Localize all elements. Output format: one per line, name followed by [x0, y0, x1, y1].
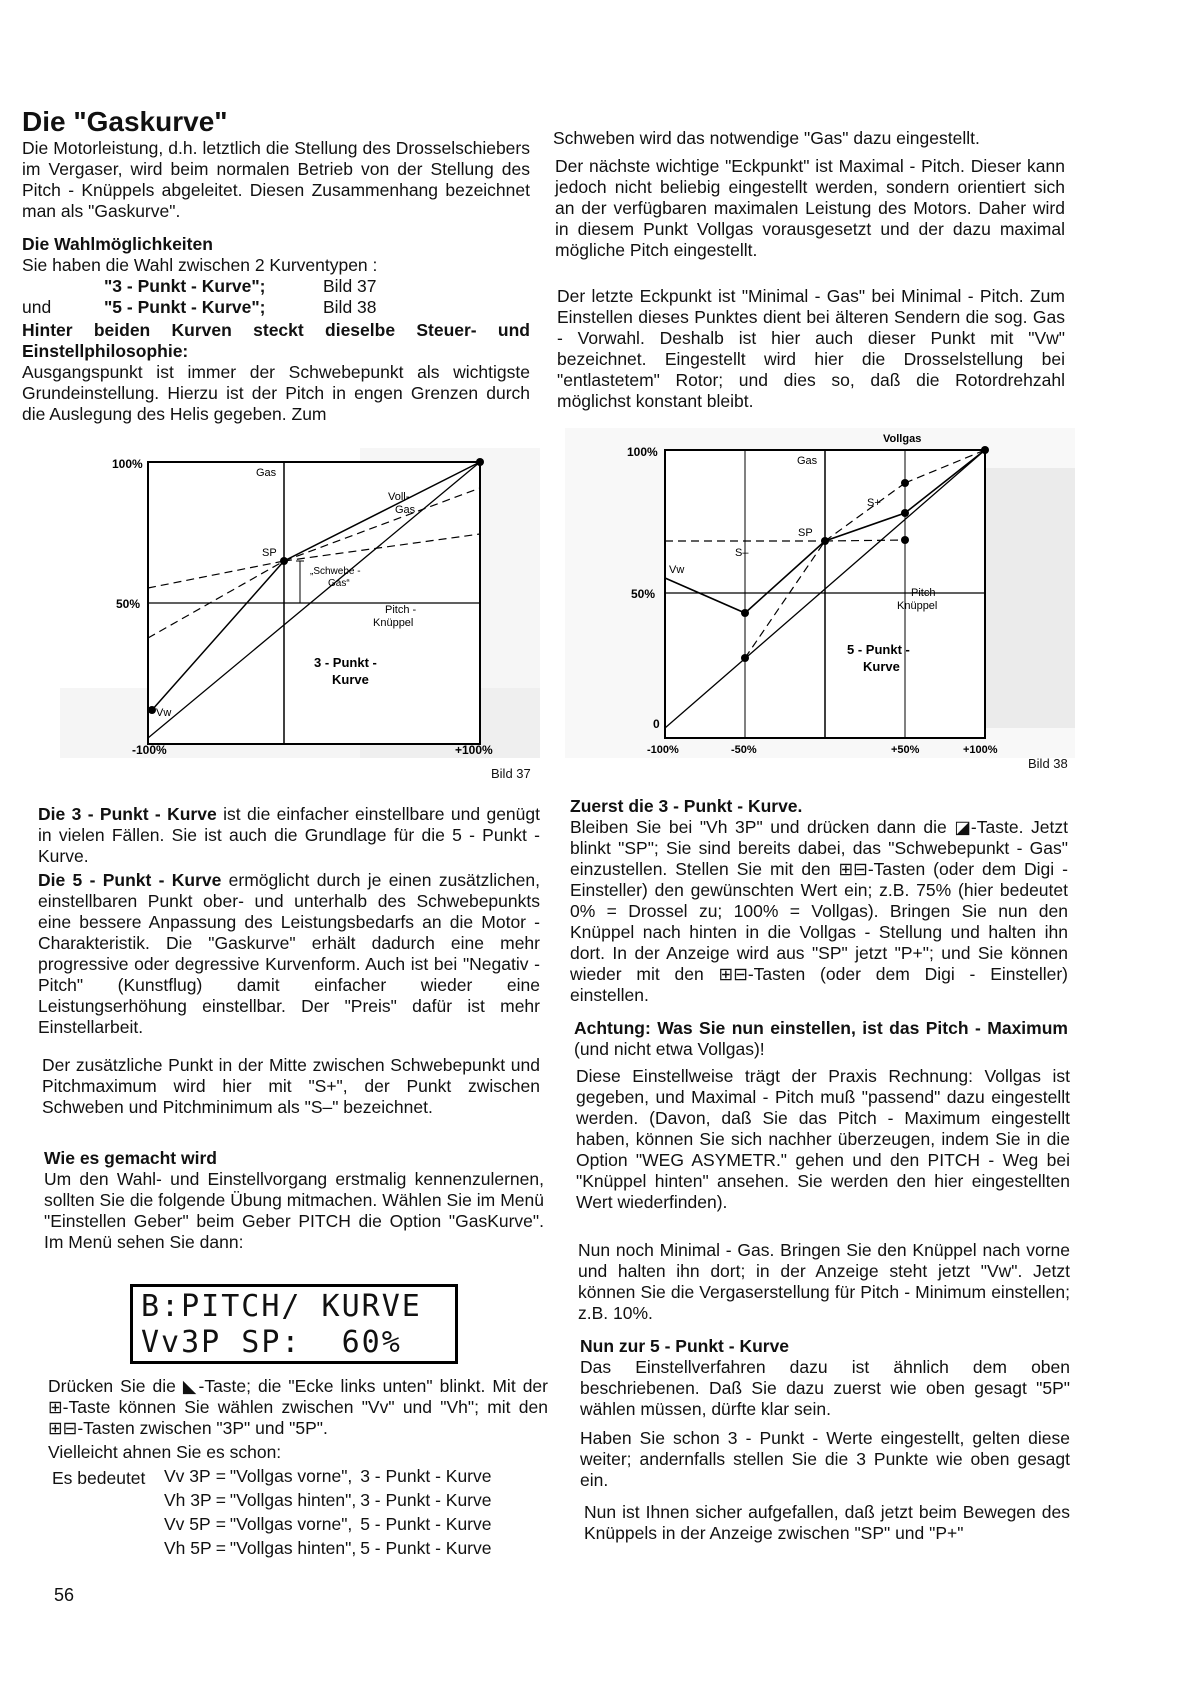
heading-nun-5-punkt: Nun zur 5 - Punkt - Kurve	[580, 1336, 790, 1356]
table-lead: Es bedeutet	[52, 1468, 146, 1488]
paragraph-druecken: Drücken Sie die ◣-Taste; die "Ecke links unten" blinkt. Mit der ⊞-Taste können Sie wählen zwischen "Vv" und "Vh"; mit den ⊞⊟-Tasten zwischen "3P" und "5P".	[48, 1376, 548, 1438]
fig38-y-top: 100%	[627, 445, 658, 459]
fig38-y-zero: 0	[653, 717, 660, 731]
paragraph-zusatzpunkt: Der zusätzliche Punkt in der Mitte zwischen Schwebepunkt und Pitchmaximum wird hier mit "S+", der Punkt zwischen Schweben und Pitchminimum als "S–" bezeichnet.	[42, 1055, 540, 1117]
fig38-vw: Vw	[669, 564, 685, 576]
fig38-x-m50: -50%	[731, 744, 757, 756]
fig37-vollgas-1: Voll-	[388, 491, 410, 503]
heading-zuerst-3-punkt: Zuerst die 3 - Punkt - Kurve.	[570, 796, 803, 816]
philosophie-paragraph: Ausgangspunkt ist immer der Schwebepunkt als wichtigste Grundeinstellung. Hierzu ist der Pitch in engen Grenzen durch die Auslegung des Helis gegeben. Zum	[22, 362, 530, 424]
paragraph-maximal-pitch: Der nächste wichtige "Eckpunkt" ist Maximal - Pitch. Dieser kann jedoch nicht beliebig eingestellt werden, sondern orientiert sich an der verfügbaren maximalen Leistung des Motors. Daher wird in diesem Punkt Vollgas vorausgesetzt und der dazu maximal mögliche Pitch eingestellt.	[555, 156, 1065, 260]
table-row	[164, 1464, 496, 1488]
figure-38-caption: Bild 38	[1028, 756, 1068, 771]
lcd-line-2: Vv3P SP: 60%	[141, 1325, 402, 1360]
heading-wahlmoeglichkeiten: Die Wahlmöglichkeiten	[22, 234, 213, 254]
table-cell-code: Vv 5P	[164, 1514, 211, 1534]
option-5-punkt-figure: Bild 38	[323, 297, 377, 317]
fig38-curve-2: Kurve	[863, 659, 900, 674]
fig37-pitch-2: Knüppel	[373, 617, 414, 629]
table-cell-kurve: 5 - Punkt - Kurve	[360, 1514, 492, 1534]
table-cell-code: Vh 5P	[164, 1538, 212, 1558]
fig37-x-left: -100%	[132, 743, 167, 757]
paragraph-praxis: Diese Einstellweise trägt der Praxis Rechnung: Vollgas ist gegeben, und Maximal - Pitch muß "passend" dazu eingestellt werden. (Davon, daß Sie das Pitch - Maximum eingestellt haben, können Sie sich nachher überzeugen, indem Sie in die Option "WEG ASYMETR." gehen und den PITCH - Weg bei "Knüppel hinten" ansehen. Sie werden den hier eingestellten Wert wiederfinden).	[576, 1066, 1070, 1212]
fig37-schwebe-2: Gas“	[328, 578, 350, 589]
fig38-pitch-2: Knüppel	[897, 600, 938, 612]
fig37-curve-1: 3 - Punkt -	[314, 655, 377, 670]
paragraph-wie-es-gemacht: Um den Wahl- und Einstellvorgang erstmalig kennenzulernen, sollten Sie die folgende Übung mitmachen. Wählen Sie im Menü "Einstellen Geber" beim Geber PITCH die Option "GasKurve". Im Menü sehen Sie dann:	[44, 1169, 544, 1252]
fig38-splus: S+	[867, 497, 881, 509]
table-cell-code: Vh 3P	[164, 1490, 212, 1510]
table-cell-desc: "Vollgas vorne",	[229, 1466, 353, 1486]
fig37-vw: Vw	[156, 707, 172, 719]
table-row	[164, 1488, 496, 1512]
heading-achtung: Achtung: Was Sie nun einstellen, ist das Pitch - Maximum	[574, 1018, 1068, 1038]
heading-wie-es-gemacht: Wie es gemacht wird	[44, 1148, 217, 1168]
figure-38	[565, 428, 1075, 758]
intro-paragraph: Die Motorleistung, d.h. letztlich die Stellung des Drosselschiebers im Vergaser, wird beim normalen Betrieb von der Stellung des Pitch - Knüppels abgeleitet. Diesen Zusammenhang bezeichnet man als "Gaskurve".	[22, 138, 530, 221]
fig38-x-left: -100%	[647, 744, 679, 756]
fig37-schwebe-1: „Schwebe -	[310, 566, 361, 577]
paragraph-5-punkt-lead: Die 5 - Punkt - Kurve	[38, 870, 222, 890]
table-cell-eq: =	[215, 1466, 226, 1486]
paragraph-schweben: Schweben wird das notwendige "Gas" dazu eingestellt.	[553, 128, 980, 148]
paragraph-achtung	[574, 1018, 1068, 1060]
fig38-gas: Gas	[797, 455, 818, 467]
fig37-gas: Gas	[256, 467, 277, 479]
option-3-punkt-figure: Bild 37	[323, 276, 377, 296]
fig38-curve-1: 5 - Punkt -	[847, 642, 910, 657]
fig37-pitch-1: Pitch -	[385, 604, 417, 616]
table-cell-kurve: 3 - Punkt - Kurve	[360, 1466, 492, 1486]
option-5-punkt: "5 - Punkt - Kurve";	[104, 297, 266, 317]
fig37-curve-2: Kurve	[332, 672, 369, 687]
paragraph-zuerst: Bleiben Sie bei "Vh 3P" und drücken dann die ◪-Taste. Jetzt blinkt "SP"; Sie sind bereits dabei, das "Schwebepunkt - Gas" einzustellen. Stellen Sie mit den ⊞⊟-Tasten (oder dem Digi - Einsteller) den gewünschten Wert ein; z.B. 75% (hier bedeutet 0% = Drossel zu; 100% = Vollgas). Bringen Sie nun den Knüppel nach hinten in die Vollgas - Stellung und halten ihn dort. In der Anzeige wird aus "SP" jetzt "P+"; und Sie können wieder mit den ⊞⊟-Tasten (oder dem Digi - Einsteller) einstellen.	[570, 817, 1068, 1005]
paragraph-last: Nun ist Ihnen sicher aufgefallen, daß jetzt beim Bewegen des Knüppels in der Anzeige zwischen "SP" und "P+"	[584, 1502, 1070, 1543]
option-3-punkt: "3 - Punkt - Kurve";	[104, 276, 266, 296]
fig38-sp: SP	[798, 527, 813, 539]
fig37-y-mid: 50%	[116, 597, 141, 611]
table-cell-desc: "Vollgas vorne",	[229, 1514, 353, 1534]
paragraph-5-punkt	[38, 870, 540, 1038]
table-cell-kurve: 3 - Punkt - Kurve	[360, 1490, 492, 1510]
paragraph-nun-5-punkt: Das Einstellverfahren dazu ist ähnlich dem oben beschriebenen. Daß Sie dazu zuerst wie oben gesagt "5P" wählen müssen, dürfte klar sein.	[580, 1357, 1070, 1419]
paragraph-minimal-gas-2: Nun noch Minimal - Gas. Bringen Sie den Knüppel nach vorne und halten ihn dort; in der Anzeige steht jetzt "Vw". Jetzt können Sie die Vergaserstellung für Pitch - Minimum einstellen; z.B. 10%.	[578, 1240, 1070, 1323]
figure-37-chart	[60, 448, 540, 758]
table-row	[164, 1512, 496, 1536]
table-cell-eq: =	[215, 1538, 226, 1558]
achtung-rest: (und nicht etwa Vollgas)!	[574, 1039, 765, 1059]
table-cell-eq: =	[215, 1490, 226, 1510]
lcd-display	[130, 1284, 458, 1364]
page-number: 56	[54, 1585, 75, 1605]
fig38-x-p50: +50%	[891, 744, 920, 756]
figure-38-chart	[565, 428, 1075, 758]
fig37-sp: SP	[262, 547, 277, 559]
page-title: Die "Gaskurve"	[22, 106, 228, 137]
fig38-vollgas: Vollgas	[883, 433, 922, 445]
lcd-line-1: B:PITCH/ KURVE	[141, 1289, 422, 1324]
paragraph-haben: Haben Sie schon 3 - Punkt - Werte eingestellt, gelten diese weiter; andernfalls stellen Sie die 3 Punkte wie oben gesagt ein.	[580, 1428, 1070, 1490]
table-cell-kurve: 5 - Punkt - Kurve	[360, 1538, 492, 1558]
option-und: und	[22, 297, 52, 317]
fig38-sminus: S–	[735, 547, 749, 559]
paragraph-minimal-gas: Der letzte Eckpunkt ist "Minimal - Gas" bei Minimal - Pitch. Zum Einstellen dieses Punktes dient bei älteren Sendern die sog. Gas - Vorwahl. Deshalb ist hier auch dieser Punkt mit "Vw" bezeichnet. Eingestellt wird hier die Drosselstellung bei "entlastetem" Rotor; und dies so, daß die Rotordrehzahl möglichst konstant bleibt.	[557, 286, 1065, 411]
meaning-table	[164, 1464, 496, 1560]
paragraph-5-punkt-rest: ermöglicht durch je einen zusätzlichen, einstellbaren Punkt ober- und unterhalb des Schwebepunkts eine bessere Anpassung des Leistungsbedarfs an die Motor - Charakteristik. Die "Gaskurve" erhält dadurch eine mehr progressive oder degressive Kurvenform. Auch ist bei "Negativ - Pitch" (Kunstflug) damit einfacher wieder eine Leistungserhöhung einstellbar. Der "Preis" dafür ist mehr Einstellarbeit.	[38, 870, 540, 1037]
table-cell-code: Vv 3P	[164, 1466, 211, 1486]
fig37-y-top: 100%	[112, 457, 143, 471]
figure-37-caption: Bild 37	[491, 766, 531, 781]
paragraph-3-punkt-lead: Die 3 - Punkt - Kurve	[38, 804, 217, 824]
table-cell-eq: =	[215, 1514, 226, 1534]
paragraph-3-punkt-rest: ist die einfacher einstellbare und genügt in vielen Fällen. Sie ist auch die Grundlage für die 5 - Punkt - Kurve.	[38, 804, 540, 866]
wahl-intro: Sie haben die Wahl zwischen 2 Kurventypen :	[22, 255, 378, 275]
table-cell-desc: "Vollgas hinten",	[229, 1538, 357, 1558]
fig38-pitch-1: Pitch -	[911, 587, 943, 599]
fig37-x-right: +100%	[455, 743, 493, 757]
fig37-vollgas-2: Gas	[395, 504, 416, 516]
paragraph-3-punkt	[38, 804, 540, 867]
figure-37	[60, 448, 540, 758]
table-row	[164, 1536, 496, 1560]
fig38-y-mid: 50%	[631, 587, 656, 601]
table-cell-desc: "Vollgas hinten",	[229, 1490, 357, 1510]
paragraph-ahnen: Vielleicht ahnen Sie es schon:	[48, 1442, 282, 1462]
heading-philosophie: Hinter beiden Kurven steckt dieselbe Steuer- und Einstellphilosophie:	[22, 320, 530, 361]
fig38-x-right: +100%	[963, 744, 998, 756]
